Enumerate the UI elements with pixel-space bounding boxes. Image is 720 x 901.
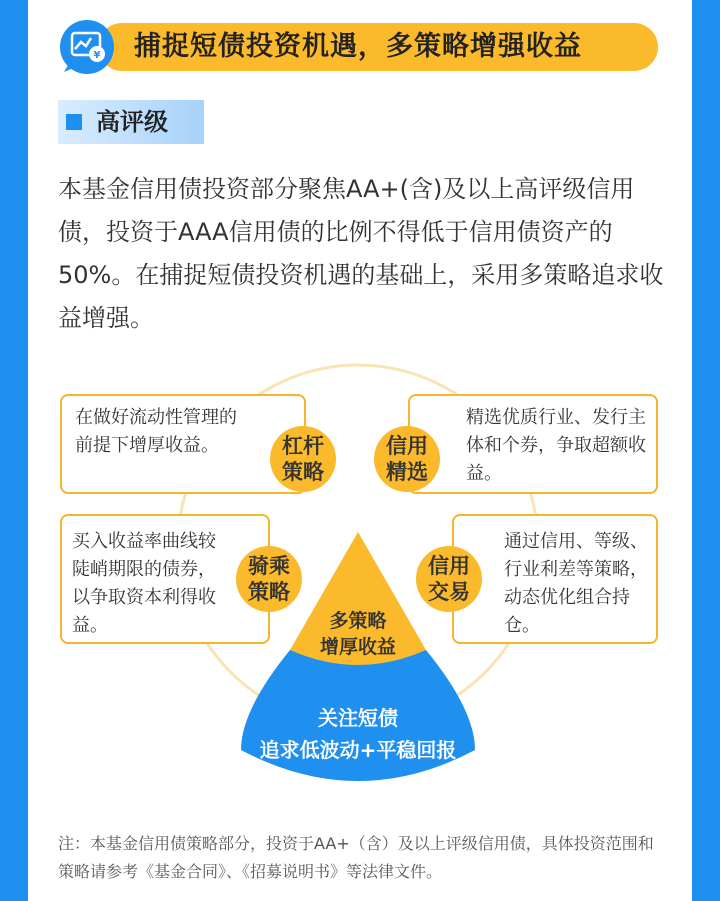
pyramid-top-label: 多策略 增厚收益 <box>319 610 396 658</box>
strategy-desc-credit-select: 精选优质行业、发行主体和个券，争取超额收益。 <box>466 407 646 484</box>
section-tag <box>58 100 204 144</box>
strategy-desc-credit-trade: 通过信用、等级、行业利差等策略，动态优化组合持仓。 <box>504 531 648 636</box>
strategy-badge-credit-select <box>374 426 440 492</box>
strategy-badge-leverage <box>270 426 336 492</box>
page-title: 捕捉短债投资机遇，多策略增强收益 <box>134 31 582 62</box>
square-bullet-icon <box>66 114 82 130</box>
strategy-badge-credit-trade <box>416 546 482 612</box>
header-banner <box>58 16 658 78</box>
strategy-diagram <box>0 350 720 820</box>
intro-paragraph: 本基金信用债投资部分聚焦AA+(含)及以上高评级信用债，投资于AAA信用债的比例不得低于信用债资产的50%。在捕捉短债投资机遇的基础上，采用多策略追求收益增强。 <box>58 175 664 332</box>
chart-money-icon <box>58 18 116 76</box>
footnote: 注：本基金信用债策略部分，投资于AA+（含）及以上评级信用债，具体投资范围和策略请参考《基金合同》、《招募说明书》等法律文件。 <box>58 834 654 881</box>
strategy-label-ride: 骑乘 策略 <box>248 554 290 604</box>
strategy-desc-leverage: 在做好流动性管理的前提下增厚收益。 <box>75 407 237 456</box>
section-label: 高评级 <box>96 108 168 136</box>
strategy-label-leverage: 杠杆 策略 <box>282 434 324 484</box>
strategy-desc-ride: 买入收益率曲线较陡峭期限的债券，以争取资本利得收益。 <box>72 531 216 636</box>
strategy-label-credit-trade: 信用 交易 <box>428 554 470 604</box>
strategy-label-credit-select: 信用 精选 <box>386 434 428 484</box>
pyramid-bottom-label: 关注短债 追求低波动+平稳回报 <box>259 706 457 762</box>
svg-text:¥: ¥ <box>93 50 101 61</box>
strategy-badge-ride <box>236 546 302 612</box>
